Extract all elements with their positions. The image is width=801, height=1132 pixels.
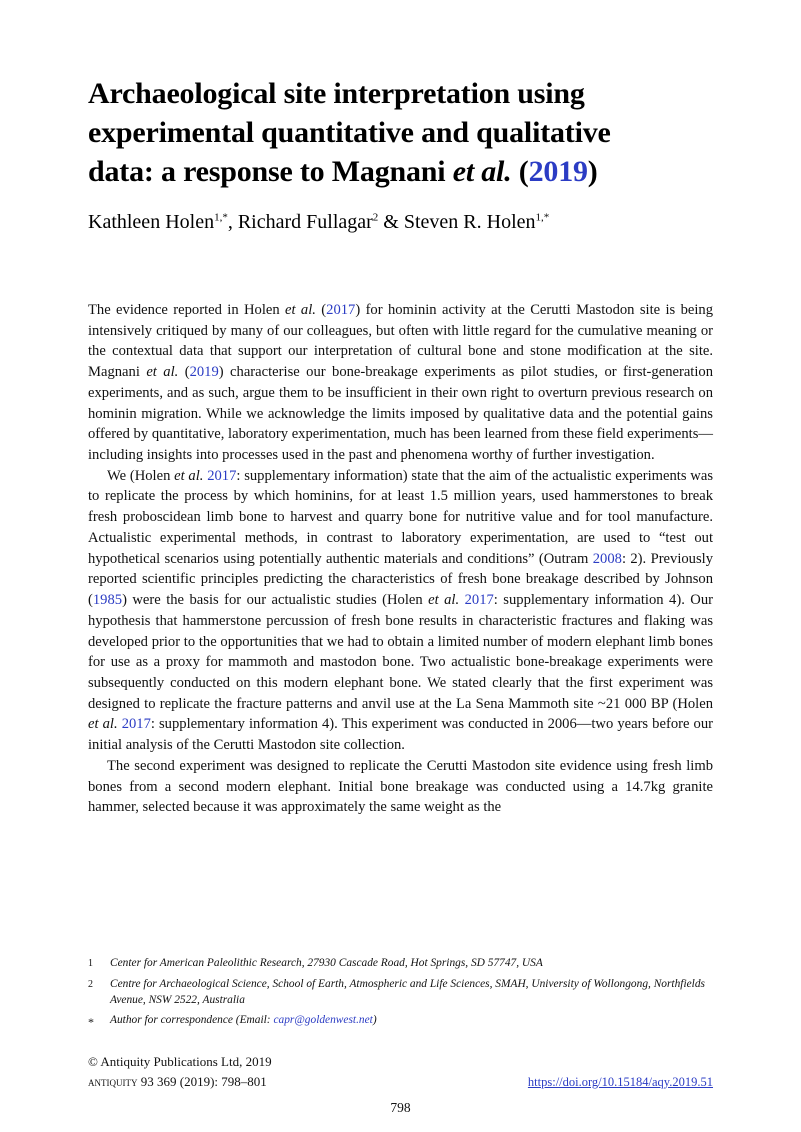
- citation-link-holen-2017[interactable]: 2017: [326, 302, 356, 318]
- p2-text-1: We (Holen: [107, 467, 175, 484]
- footnotes: [88, 956, 713, 1036]
- page-number: 798: [390, 1100, 411, 1115]
- correspondence-prefix: Author for correspondence (Email:: [110, 1014, 274, 1027]
- footnote-correspondence-text: [110, 1013, 713, 1031]
- p2-text-5: ) were the basis for our actualistic studies (Holen: [122, 592, 429, 609]
- article-body: [88, 300, 713, 818]
- p1-etal-2: et al.: [146, 364, 179, 381]
- p2-etal-3: et al.: [88, 716, 118, 733]
- footnote-correspondence-mark: *: [88, 1015, 94, 1030]
- author-separator-2: &: [378, 211, 404, 233]
- citation-link-johnson-1985[interactable]: 1985: [92, 592, 123, 609]
- footer: [88, 1074, 713, 1090]
- title-paren-close: ): [587, 155, 598, 188]
- footnote-1-mark: 1: [88, 958, 93, 970]
- doi-link[interactable]: https://doi.org/10.15184/aqy.2019.51: [527, 1075, 713, 1089]
- citation-link-magnani-2019[interactable]: 2019: [189, 364, 219, 381]
- author-1-name: Kathleen Holen: [88, 211, 215, 233]
- author-2-affiliation-mark: 2: [372, 211, 379, 224]
- title-paren-open: (: [511, 155, 529, 188]
- p2-text-3: : supplementary information) state that the aim of the actualistic experiments was to replicate the process by which hominins, for at least 1.5 million years, used hammerstones to break fresh proboscidean limb bone to harvest and quarry bone for nutritive value and for tool manufacture. Actualistic experimental methods, in contrast to laboratory experimentation, are used to “test out hypothetical scenarios using potentially authentic materials and conditions” (Outram: [88, 467, 713, 567]
- p2-etal-1: et al.: [174, 467, 204, 484]
- author-3-affiliation-mark: 1,*: [535, 211, 550, 224]
- p1-text-3: ) for hominin activity at the Cerutti Mastodon site is being intensively critiqued by many of our colleagues, but often with little regard for the cumulative meaning or the contextual data that support our interpretation of cultural bone and stone modification at the site. Magnani: [88, 302, 713, 381]
- journal-citation: [88, 1074, 267, 1090]
- journal-issue: 93 369 (2019): 798–801: [137, 1074, 267, 1089]
- correspondence-suffix: ): [372, 1014, 377, 1027]
- footnote-2-mark: 2: [88, 978, 93, 990]
- p1-text-5: ) characterise our bone-breakage experiments as pilot studies, or first-generation experiments, and as such, argue them to be insufficient in their own right to overturn previous research on hominin migration. While we acknowledge the limits imposed by qualitative data and the potential gains offered by quantitative, laboratory experimentation, much has been learned from these field experiments—including insights into processes used in the past and phenomena worthy of further investigation.: [88, 364, 714, 464]
- copyright-line: © Antiquity Publications Ltd, 2019: [88, 1054, 272, 1069]
- p1-text-4: (: [178, 364, 190, 381]
- p1-text-1: The evidence reported in Holen: [88, 302, 286, 318]
- p1-etal-1: et al.: [285, 302, 316, 318]
- title-etal: et al.: [452, 155, 512, 188]
- p2-etal-2: et al.: [428, 592, 460, 609]
- citation-link-holen-2017-d[interactable]: 2017: [121, 716, 151, 733]
- citation-link-outram-2008[interactable]: 2008: [592, 550, 622, 567]
- footnote-1-text: Center for American Paleolithic Research, 27930 Cascade Road, Hot Springs, SD 57747, USA: [110, 957, 543, 970]
- footnote-2-text: Centre for Archaeological Science, School of Earth, Atmospheric and Life Sciences, SMAH, University of Wollongong, Northfields Avenue, NSW 2522, Australia: [110, 977, 705, 1006]
- journal-name: antiquity: [88, 1074, 138, 1089]
- author-separator-1: ,: [227, 211, 238, 233]
- p2-text-9: : supplementary information 4). This experiment was conducted in 2006—two years before our initial analysis of the Cerutti Mastodon site collection.: [88, 716, 713, 754]
- footnote-correspondence: [88, 1013, 713, 1031]
- title-line-3-text: data: a response to Magnani: [88, 155, 453, 188]
- page-title: [88, 74, 713, 191]
- title-line-2: experimental quantitative and qualitative: [88, 116, 611, 149]
- p2-text-4: : 2). Previously reported scientific principles predicting the characteristics of fresh bone breakage described by Johnson (: [88, 550, 714, 609]
- p2-text-7: : supplementary information 4). Our hypothesis that hammerstone percussion of fresh bone results in characteristic fractures and flaking was developed prior to the opportunities that we had to obtain a limited number of modern elephant limb bones for use as a proxy for mammoth and mastodon bone. Two actualistic bone-breakage experiments were subsequently conducted on this modern elephant bone. We stated clearly that the first experiment was designed to replicate the fracture patterns and anvil use at the La Sena Mammoth site ~21 000 BP (Holen: [88, 592, 713, 712]
- footnote-2: [88, 977, 713, 1008]
- p1-text-2: (: [315, 302, 327, 318]
- paragraph-2: [88, 466, 713, 756]
- author-3-name: Steven R. Holen: [403, 211, 536, 233]
- citation-link-holen-2017-b[interactable]: 2017: [207, 467, 237, 484]
- correspondence-email-link[interactable]: capr@goldenwest.net: [273, 1014, 373, 1027]
- title-year-link[interactable]: 2019: [528, 155, 588, 188]
- author-list: [88, 209, 713, 236]
- author-2-name: Richard Fullagar: [237, 211, 373, 233]
- paragraph-1: [88, 300, 713, 466]
- paragraph-3: The second experiment was designed to replicate the Cerutti Mastodon site evidence using fresh limb bones from a second modern elephant. Initial bone breakage was conducted using a 14.7kg granite hammer, selected because it was approximately the same weight as the: [88, 757, 713, 816]
- footnote-1: [88, 956, 713, 972]
- author-1-affiliation-mark: 1,*: [214, 211, 228, 224]
- citation-link-holen-2017-c[interactable]: 2017: [464, 592, 494, 609]
- title-line-1: Archaeological site interpretation using: [88, 77, 585, 110]
